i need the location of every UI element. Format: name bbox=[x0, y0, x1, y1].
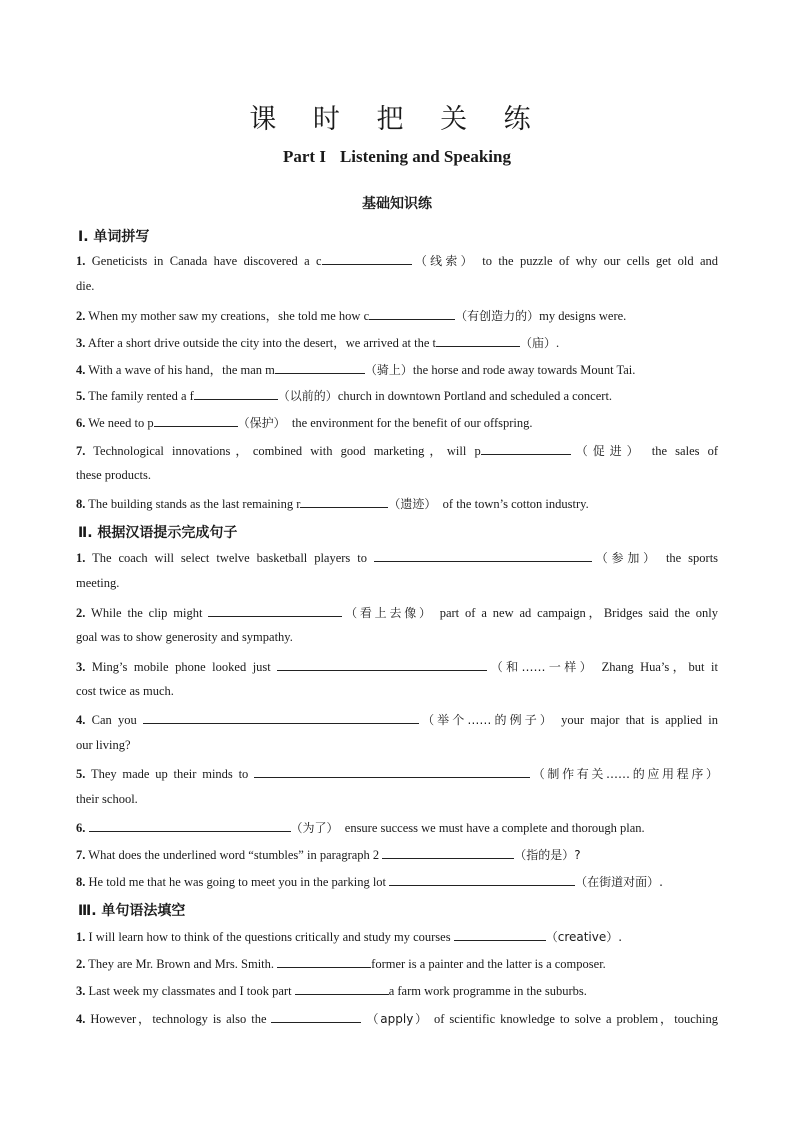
section-heading-2: Ⅱ. 根据汉语提示完成句子 bbox=[78, 525, 238, 541]
q3-1-blank[interactable] bbox=[454, 928, 546, 941]
q2-3-line-2: cost twice as much. bbox=[76, 684, 174, 698]
page-title: 课 时 把 关 练 bbox=[249, 104, 545, 135]
q2-6-blank[interactable] bbox=[89, 819, 291, 832]
q1-3-blank[interactable]: t bbox=[433, 336, 520, 350]
q2-8-blank[interactable] bbox=[389, 873, 575, 886]
q3-2: 2. They are Mr. Brown and Mrs. Smith. former is a painter and the latter is a composer. bbox=[76, 957, 606, 971]
q2-4-blank[interactable] bbox=[143, 711, 419, 724]
q1-1-blank[interactable]: c bbox=[316, 254, 412, 268]
q1-5-blank[interactable]: f bbox=[190, 389, 278, 403]
q1-8-blank[interactable]: r bbox=[296, 497, 388, 511]
q2-2-line-2: goal was to show generosity and sympathy. bbox=[76, 630, 293, 644]
q1-7-line-2: these products. bbox=[76, 468, 151, 482]
section-heading-3: Ⅲ. 单句语法填空 bbox=[78, 903, 186, 919]
q2-1-line-1: 1. The coach will select twelve basketball players to （参加） the sports bbox=[76, 551, 719, 565]
q3-3-blank[interactable] bbox=[295, 982, 389, 995]
part-label: Part I bbox=[283, 147, 326, 166]
q1-3: 3. After a short drive outside the city into the desert，we arrived at the t （庙）. bbox=[76, 336, 560, 350]
q2-2-blank[interactable] bbox=[208, 604, 342, 617]
q2-5-blank[interactable] bbox=[254, 765, 530, 778]
q1-7-blank[interactable]: p bbox=[474, 444, 570, 458]
q2-8: 8. He told me that he was going to meet you in the parking lot （在街道对面）. bbox=[76, 875, 663, 889]
q1-1-line-1: 1. Geneticists in Canada have discovered a c （线索） to the puzzle of why our cells get old and bbox=[76, 254, 718, 268]
q2-7-blank[interactable] bbox=[382, 846, 514, 859]
q3-4: 4. However，technology is also the （apply） of scientific knowledge to solve a problem，touching bbox=[76, 1012, 719, 1026]
q2-2-line-1: 2. While the clip might （看上去像） part of a new ad campaign，Bridges said the only bbox=[76, 606, 719, 620]
q2-1-line-2: meeting. bbox=[76, 576, 120, 590]
q3-2-blank[interactable] bbox=[277, 955, 371, 968]
q1-6: 6. We need to p （保护） the environment for the benefit of our offspring. bbox=[76, 416, 533, 430]
part-heading bbox=[0, 147, 794, 167]
q1-1-line-2: die. bbox=[76, 279, 95, 293]
q1-2-blank[interactable]: c bbox=[364, 309, 456, 323]
q1-6-blank[interactable]: p bbox=[147, 416, 237, 430]
q3-1: 1. I will learn how to think of the questions critically and study my courses （creative）. bbox=[76, 930, 623, 944]
q2-7: 7. What does the underlined word “stumbles” in paragraph 2 （指的是）? bbox=[76, 848, 581, 862]
q3-4-blank[interactable] bbox=[271, 1010, 361, 1023]
q1-5: 5. The family rented a f （以前的）church in downtown Portland and scheduled a concert. bbox=[76, 389, 613, 403]
q2-4-line-1: 4. Can you （举个……的例子） your major that is applied in bbox=[76, 713, 718, 727]
q2-3-line-1: 3. Ming’s mobile phone looked just （和……一样） Zhang Hua’s，but it bbox=[76, 660, 719, 674]
q2-6: 6. （为了） ensure success we must have a complete and thorough plan. bbox=[76, 821, 645, 835]
section-heading-1: Ⅰ. 单词拼写 bbox=[78, 229, 150, 245]
q2-5-line-1: 5. They made up their minds to （制作有关……的应用程序） bbox=[76, 767, 718, 781]
q2-5-line-2: their school. bbox=[76, 792, 138, 806]
q1-2: 2. When my mother saw my creations，she told me how c （有创造力的）my designs were. bbox=[76, 309, 627, 323]
subtitle: 基础知识练 bbox=[362, 196, 432, 212]
q2-3-blank[interactable] bbox=[277, 658, 487, 671]
q2-4-line-2: our living? bbox=[76, 738, 131, 752]
q1-4-blank[interactable]: m bbox=[265, 363, 365, 377]
q1-4: 4. With a wave of his hand，the man m （骑上）the horse and rode away towards Mount Tai. bbox=[76, 363, 636, 377]
q1-8: 8. The building stands as the last remaining r （遗迹） of the town’s cotton industry. bbox=[76, 497, 589, 511]
part-name: Listening and Speaking bbox=[339, 147, 511, 166]
q2-1-blank[interactable] bbox=[374, 549, 592, 562]
q3-3: 3. Last week my classmates and I took part a farm work programme in the suburbs. bbox=[76, 984, 587, 998]
q1-7-line-1: 7. Technological innovations，combined with good marketing，will p （促进） the sales of bbox=[76, 444, 719, 458]
